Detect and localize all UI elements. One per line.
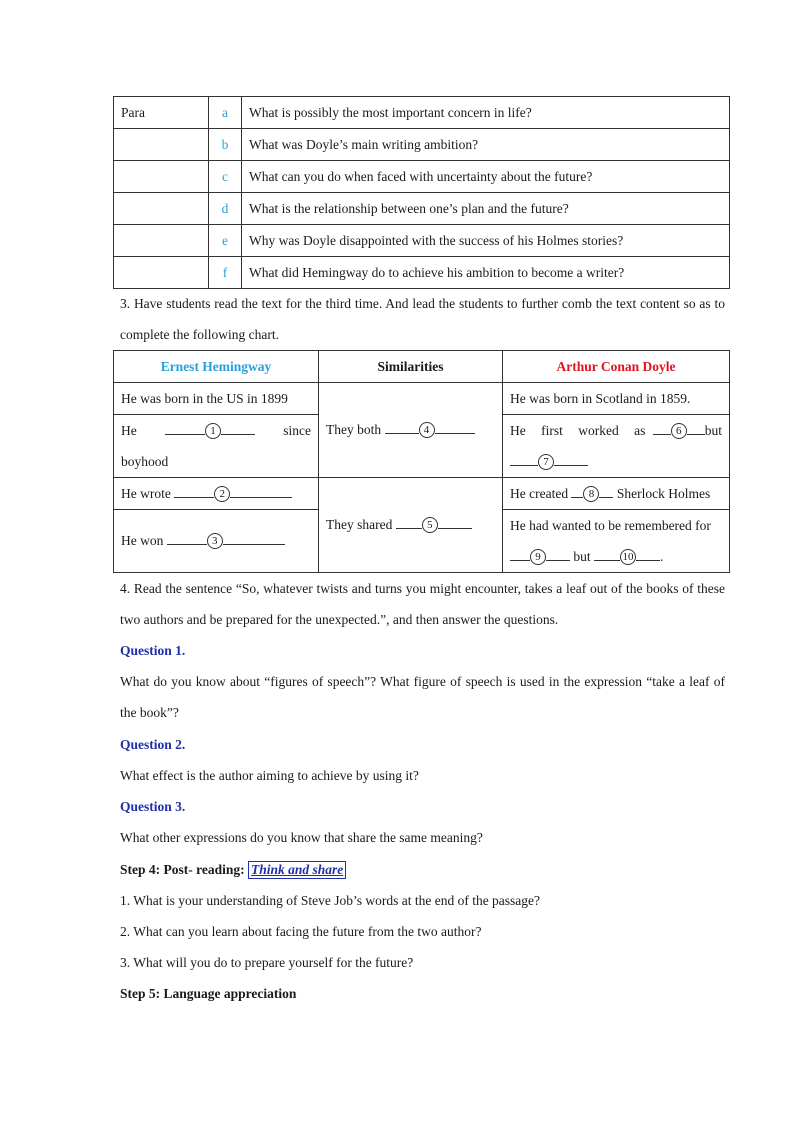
para-cell xyxy=(114,257,209,289)
question-1-heading: Question 1. xyxy=(120,643,186,658)
blank-line xyxy=(396,528,422,529)
hemingway-wrote-cell xyxy=(114,478,319,510)
blank-line xyxy=(636,560,660,561)
cell-line xyxy=(510,446,722,477)
doyle-birth: He was born in Scotland in 1859. xyxy=(503,383,730,415)
blank-line xyxy=(594,560,620,561)
cell-text: He had wanted to be remembered for xyxy=(510,518,711,533)
para-cell xyxy=(114,129,209,161)
row-letter: f xyxy=(209,257,242,289)
row-question: What can you do when faced with uncertainty about the future? xyxy=(242,161,730,193)
cell-line: 9 but 10 . xyxy=(510,541,722,572)
blank-line xyxy=(687,434,705,435)
question-2-text: What effect is the author aiming to achieve by using it? xyxy=(120,768,419,783)
row-question: What is the relationship between one’s plan and the future? xyxy=(242,193,730,225)
blank-number-6: 6 xyxy=(671,423,687,439)
row-question: What was Doyle’s main writing ambition? xyxy=(242,129,730,161)
similarity-cell-2 xyxy=(319,478,503,573)
blank-number-10: 10 xyxy=(620,549,636,565)
blank-line xyxy=(223,544,285,545)
cell-text: but xyxy=(573,549,591,564)
cell-text: He first worked as xyxy=(510,423,646,438)
post-reading-heading xyxy=(120,854,725,885)
blank-line xyxy=(165,434,205,435)
cell-text: since xyxy=(283,423,311,438)
blank-number-2: 2 xyxy=(214,486,230,502)
row-letter: c xyxy=(209,161,242,193)
row-letter: b xyxy=(209,129,242,161)
row-letter: a xyxy=(209,97,242,129)
hemingway-ambition-cell xyxy=(114,415,319,478)
table-row xyxy=(114,257,730,289)
blank-line xyxy=(546,560,570,561)
para-cell xyxy=(114,193,209,225)
blank-group xyxy=(653,415,722,446)
doyle-job-cell xyxy=(503,415,730,478)
hemingway-won-cell xyxy=(114,510,319,573)
step4-instruction: 4. Read the sentence “So, whatever twists and turns you might encounter, takes a leaf out of the books of these two authors and be prepared for the unexpected.”, and then answer the questions. xyxy=(120,581,725,627)
row-question: What did Hemingway do to achieve his ambition to become a writer? xyxy=(242,257,730,289)
post-reading-item-2: 2. What can you learn about facing the future from the two author? xyxy=(120,924,482,939)
doyle-created-cell xyxy=(503,478,730,510)
blank-line xyxy=(653,434,671,435)
blank-number-4: 4 xyxy=(419,422,435,438)
blank-line xyxy=(230,497,292,498)
blank-line xyxy=(510,465,538,466)
blank-number-5: 5 xyxy=(422,517,438,533)
cell-text: but xyxy=(704,423,722,438)
para-label: Para xyxy=(114,97,209,129)
blank-number-3: 3 xyxy=(207,533,223,549)
cell-text: He wrote xyxy=(121,485,171,501)
table-row xyxy=(114,161,730,193)
table-row xyxy=(114,129,730,161)
think-and-share-box: Think and share xyxy=(248,861,346,879)
row-letter: e xyxy=(209,225,242,257)
step3-instruction: 3. Have students read the text for the third time. And lead the students to further comb the text content so as to complete the following chart. xyxy=(120,296,725,342)
cell-text: He created xyxy=(510,485,569,501)
doyle-remembered-cell xyxy=(503,510,730,573)
table-row xyxy=(114,225,730,257)
row-question: What is possibly the most important concern in life? xyxy=(242,97,730,129)
blank-line xyxy=(510,560,530,561)
blank-line xyxy=(174,497,214,498)
blank-number-8: 8 xyxy=(583,486,599,502)
similarity-cell-1 xyxy=(319,383,503,478)
blank-line xyxy=(438,528,472,529)
cell-line xyxy=(121,415,311,446)
table-row xyxy=(114,383,730,415)
blank-line xyxy=(221,434,255,435)
hemingway-birth: He was born in the US in 1899 xyxy=(114,383,319,415)
blank-group xyxy=(165,415,255,446)
similarity-text: They both xyxy=(326,422,382,437)
blank-line xyxy=(571,497,583,498)
cell-text: He xyxy=(121,423,137,438)
blank-line xyxy=(435,433,475,434)
header-doyle: Arthur Conan Doyle xyxy=(503,351,730,383)
post-reading-label: Step 4: Post- reading: xyxy=(120,862,245,877)
blank-number-1: 1 xyxy=(205,423,221,439)
table-row xyxy=(114,478,730,510)
header-similarities: Similarities xyxy=(319,351,503,383)
blank-line xyxy=(554,465,588,466)
step5-heading: Step 5: Language appreciation xyxy=(120,986,297,1001)
blank-line xyxy=(599,497,613,498)
row-letter: d xyxy=(209,193,242,225)
blank-number-9: 9 xyxy=(530,549,546,565)
blank-line xyxy=(167,544,207,545)
cell-text: boyhood xyxy=(121,454,169,469)
question-3-text: What other expressions do you know that share the same meaning? xyxy=(120,830,483,845)
table-row xyxy=(114,97,730,129)
post-reading-item-1: 1. What is your understanding of Steve Job’s words at the end of the passage? xyxy=(120,893,541,908)
cell-text: Sherlock Holmes xyxy=(616,485,711,501)
paragraph-question-table xyxy=(113,96,730,289)
cell-text: He won xyxy=(121,533,164,548)
post-reading-item-3: 3. What will you do to prepare yourself for the future? xyxy=(120,955,414,970)
blank-line xyxy=(385,433,419,434)
similarity-text: They shared xyxy=(326,517,393,532)
comparison-chart-table xyxy=(113,350,730,573)
question-2-heading: Question 2. xyxy=(120,737,186,752)
table-header-row xyxy=(114,351,730,383)
table-row xyxy=(114,193,730,225)
row-question: Why was Doyle disappointed with the success of his Holmes stories? xyxy=(242,225,730,257)
para-cell xyxy=(114,161,209,193)
question-1-text: What do you know about “figures of speech”? What figure of speech is used in the expression “take a leaf of the book”? xyxy=(120,674,725,720)
cell-line xyxy=(510,415,722,446)
blank-number-7: 7 xyxy=(538,454,554,470)
header-hemingway: Ernest Hemingway xyxy=(114,351,319,383)
question-3-heading: Question 3. xyxy=(120,799,186,814)
para-cell xyxy=(114,225,209,257)
